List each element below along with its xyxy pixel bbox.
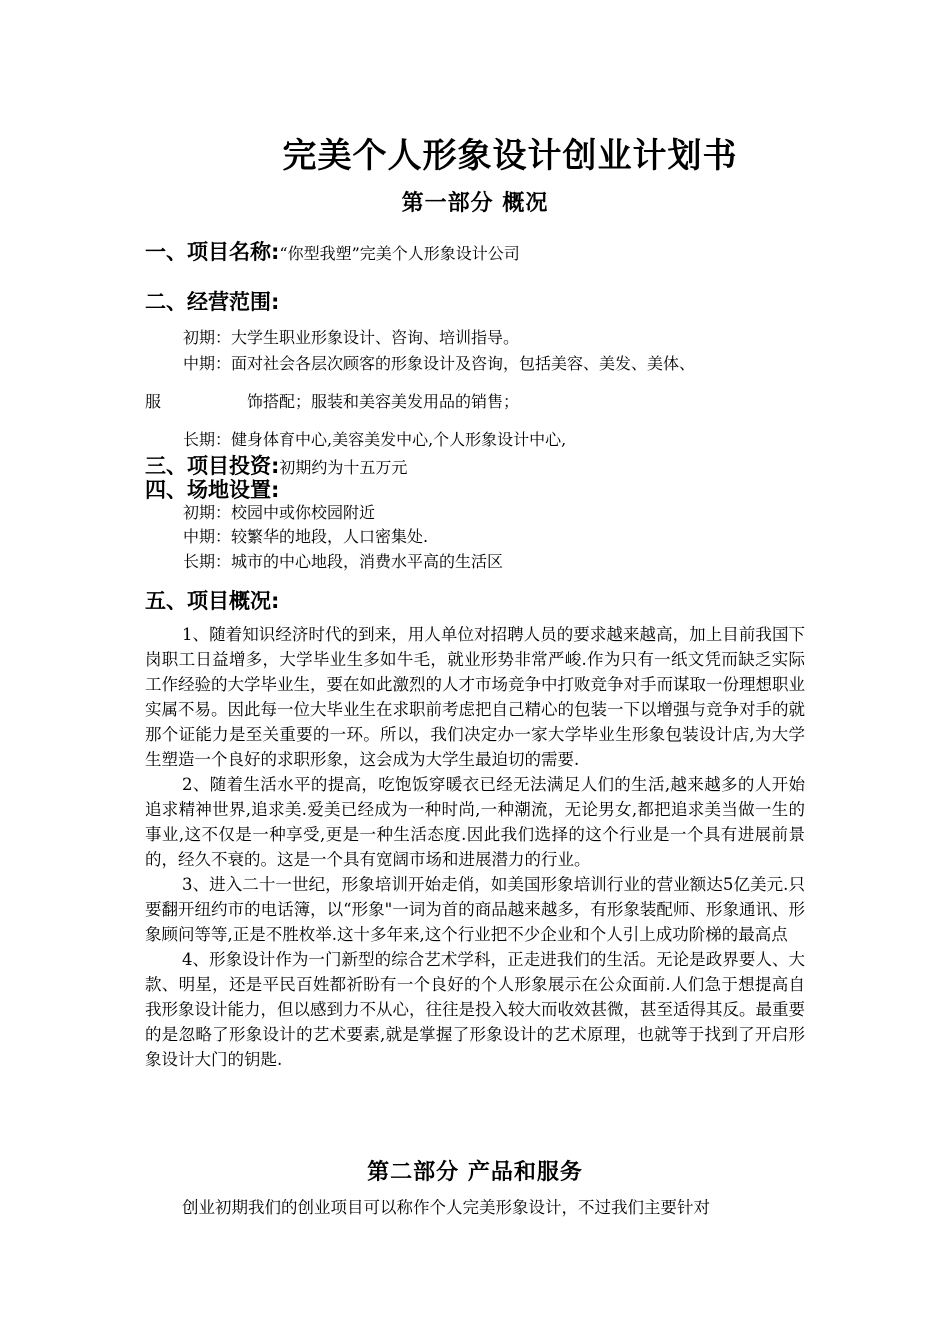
overview-paragraph-2: 2、随着生活水平的提高，吃饱饭穿暖衣已经无法满足人们的生活,越来越多的人开始追求精神世界,追求美.爱美已经成为一种时尚,一种潮流，无论男女,都把追求美当做一生的事业,这不仅是一种享受,更是一种生活态度.因此我们选择的这个行业是一个具有进展前景的，经久不衰的。这是一个具有宽阔市场和进展潜力的行业。: [145, 775, 805, 869]
section-venue-heading: 四、场地设置:: [145, 478, 280, 502]
part2-heading: 第二部分 产品和服务: [367, 1160, 583, 1185]
section-label: 三、项目投资:: [145, 454, 280, 478]
overview-paragraph-4: 4、形象设计作为一门新型的综合艺术学科，正走进我们的生活。无论是政界要人、大款、明星，还是平民百姓都祈盼有一个良好的个人形象展示在公众面前.人们急于想提高自我形象设计能力，但以感到力不从心，往往是投入较大而收效甚微，甚至适得其反。最重要的是忽略了形象设计的艺术要素,就是掌握了形象设计的艺术原理，也就等于找到了开启形象设计大门的钥匙.: [145, 950, 805, 1069]
section-value: “你型我塑”完美个人形象设计公司: [279, 244, 520, 263]
scope-line-mid: 中期：面对社会各层次顾客的形象设计及咨询，包括美容、美发、美体、: [183, 354, 696, 373]
venue-line-long: 长期：城市的中心地段，消费水平高的生活区: [183, 552, 504, 571]
scope-line-wrap-rest: 饰搭配；服装和美容美发用品的销售；: [247, 392, 520, 411]
scope-line-long: 长期：健身体育中心,美容美发中心,个人形象设计中心,: [183, 430, 567, 449]
overview-paragraph-3: 3、进入二十一世纪，形象培训开始走俏，如美国形象培训行业的营业额达5亿美元.只要翻开纽约市的电话簿，以“形象"一词为首的商品越来越多，有形象装配师、形象通讯、形象顾问等等,正是不胜枚举.这十多年来,这个行业把不少企业和个人引上成功阶梯的最高点: [145, 875, 805, 944]
section-value: 初期约为十五万元: [279, 458, 408, 477]
part2-paragraph-1: 创业初期我们的创业项目可以称作个人完美形象设计，不过我们主要针对: [182, 1198, 710, 1217]
part2-body: [145, 1195, 805, 1220]
venue-line-initial: 初期：校园中或你校园附近: [183, 503, 376, 522]
section-project-name: [145, 236, 520, 266]
section-overview-heading: 五、项目概况:: [145, 589, 280, 613]
venue-line-mid: 中期：较繁华的地段，人口密集处.: [183, 527, 429, 546]
section-label: 一、项目名称:: [145, 240, 280, 264]
section-business-scope-heading: 二、经营范围:: [145, 290, 280, 314]
overview-paragraphs: [145, 622, 805, 1072]
scope-line-initial: 初期：大学生职业形象设计、咨询、培训指导。: [183, 328, 520, 347]
scope-line-wrap-start: 服: [145, 392, 162, 411]
overview-paragraph-1: 1、随着知识经济时代的到来，用人单位对招聘人员的要求越来越高，加上目前我国下岗职工日益增多，大学毕业生多如牛毛，就业形势非常严峻.作为只有一纸文凭而缺乏实际工作经验的大学毕业生，要在如此激烈的人才市场竞争中打败竞争对手而谋取一份理想职业实属不易。因此每一位大毕业生在求职前考虑把自己精心的包装一下以增强与竞争对手的就那个证能力是至关重要的一环。所以，我们决定办一家大学毕业生形象包装设计店,为大学生塑造一个良好的求职形象，这会成为大学生最迫切的需要.: [145, 625, 805, 769]
part1-heading: 第一部分 概况: [401, 191, 549, 216]
document-title: 完美个人形象设计创业计划书: [282, 136, 738, 176]
